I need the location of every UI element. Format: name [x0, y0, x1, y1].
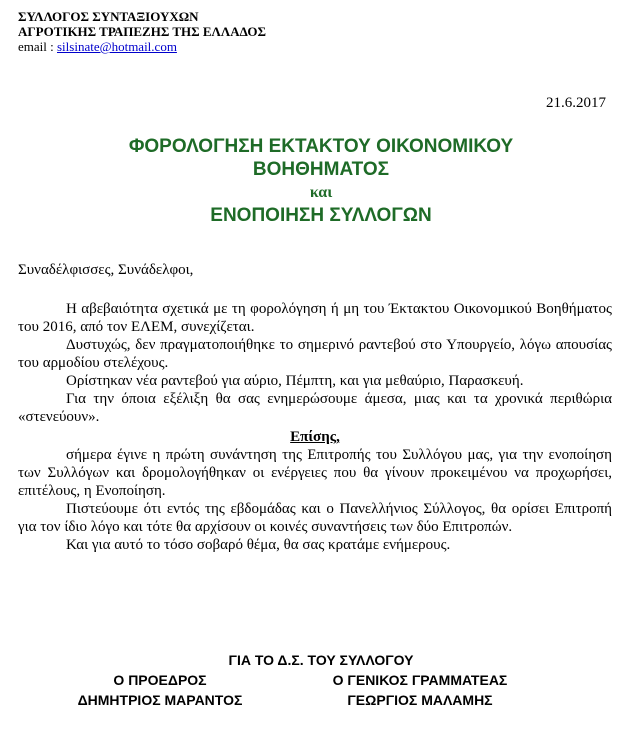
- title-line-4: ΕΝΟΠΟΙΗΣΗ ΣΥΛΛΟΓΩΝ: [210, 205, 432, 226]
- association-subtitle: ΑΓΡΟΤΙΚΗΣ ΤΡΑΠΕΖΗΣ ΤΗΣ ΕΛΛΑΔΟΣ: [18, 24, 267, 39]
- paragraph-2: Δυστυχώς, δεν πραγματοποιήθηκε το σημερινό ραντεβού στο Υπουργείο, λόγω απουσίας του αρμοδίου στελέχους.: [18, 337, 612, 371]
- paragraph-1: Η αβεβαιότητα σχετικά με τη φορολόγηση ή μη του Έκτακτου Οικονομικού Βοηθήματος του 2016, από τον ΕΛΕΜ, συνεχίζεται.: [18, 301, 612, 335]
- paragraph-3: Ορίστηκαν νέα ραντεβού για αύριο, Πέμπτη, και για μεθαύριο, Παρασκευή.: [66, 373, 524, 389]
- paragraph-7: Και για αυτό το τόσο σοβαρό θέμα, θα σας κρατάμε ενήμερους.: [66, 537, 451, 553]
- also-heading-text: Επίσης: [290, 429, 337, 445]
- email-line: [18, 39, 266, 54]
- paragraph-6: Πιστεύουμε ότι εντός της εβδομάδας και ο Πανελλήνιος Σύλλογος, θα ορίσει Επιτροπή για τον ίδιο λόγο και τότε θα αρχίσουν οι κοινές συναντήσεις των δύο Επιτροπών.: [18, 501, 612, 535]
- paragraph-5: σήμερα έγινε η πρώτη συνάντηση της Επιτροπής του Συλλόγου μας, για την ενοποίηση των Συλλόγων και δρομολογήθηκαν οι ενέργειες που θα γίνουν προκειμένου να προχωρήσει, επιτέλους, η Ενοποίηση.: [18, 447, 612, 499]
- letter-title: [0, 135, 642, 227]
- signature-president: [50, 670, 270, 710]
- title-line-2: ΒΟΗΘΗΜΑΤΟΣ: [252, 159, 390, 180]
- secretary-role: Ο ΓΕΝΙΚΟΣ ΓΡΑΜΜΑΤΕΑΣ: [332, 672, 508, 688]
- email-label: email :: [18, 39, 57, 54]
- signature-secretary: [300, 670, 540, 710]
- president-role: Ο ΠΡΟΕΔΡΟΣ: [113, 672, 207, 688]
- signature-heading: ΓΙΑ ΤΟ Δ.Σ. ΤΟΥ ΣΥΛΛΟΓΟΥ: [228, 652, 414, 668]
- title-line-1: ΦΟΡΟΛΟΓΗΣΗ ΕΚΤΑΚΤΟΥ ΟΙΚΟΝΟΜΙΚΟΥ: [128, 136, 514, 157]
- also-heading-comma: ,: [336, 429, 340, 445]
- paragraph-4: Για την όποια εξέλιξη θα σας ενημερώσουμε άμεσα, μιας και τα χρονικά περιθώρια «στενεύουν».: [18, 391, 612, 425]
- letter-date: 21.6.2017: [546, 95, 606, 111]
- letterhead: [18, 9, 266, 54]
- president-name: ΔΗΜΗΤΡΙΟΣ ΜΑΡΑΝΤΟΣ: [77, 692, 243, 708]
- secretary-name: ΓΕΩΡΓΙΟΣ ΜΑΛΑΜΗΣ: [347, 692, 493, 708]
- title-line-3: και: [309, 184, 333, 201]
- association-name: ΣΥΛΛΟΓΟΣ ΣΥΝΤΑΞΙΟΥΧΩΝ: [18, 9, 199, 24]
- email-link[interactable]: silsinate@hotmail.com: [57, 39, 177, 54]
- letter-body: [18, 300, 612, 554]
- greeting: Συναδέλφισσες, Συνάδελφοι,: [18, 262, 194, 278]
- also-heading: [18, 428, 612, 446]
